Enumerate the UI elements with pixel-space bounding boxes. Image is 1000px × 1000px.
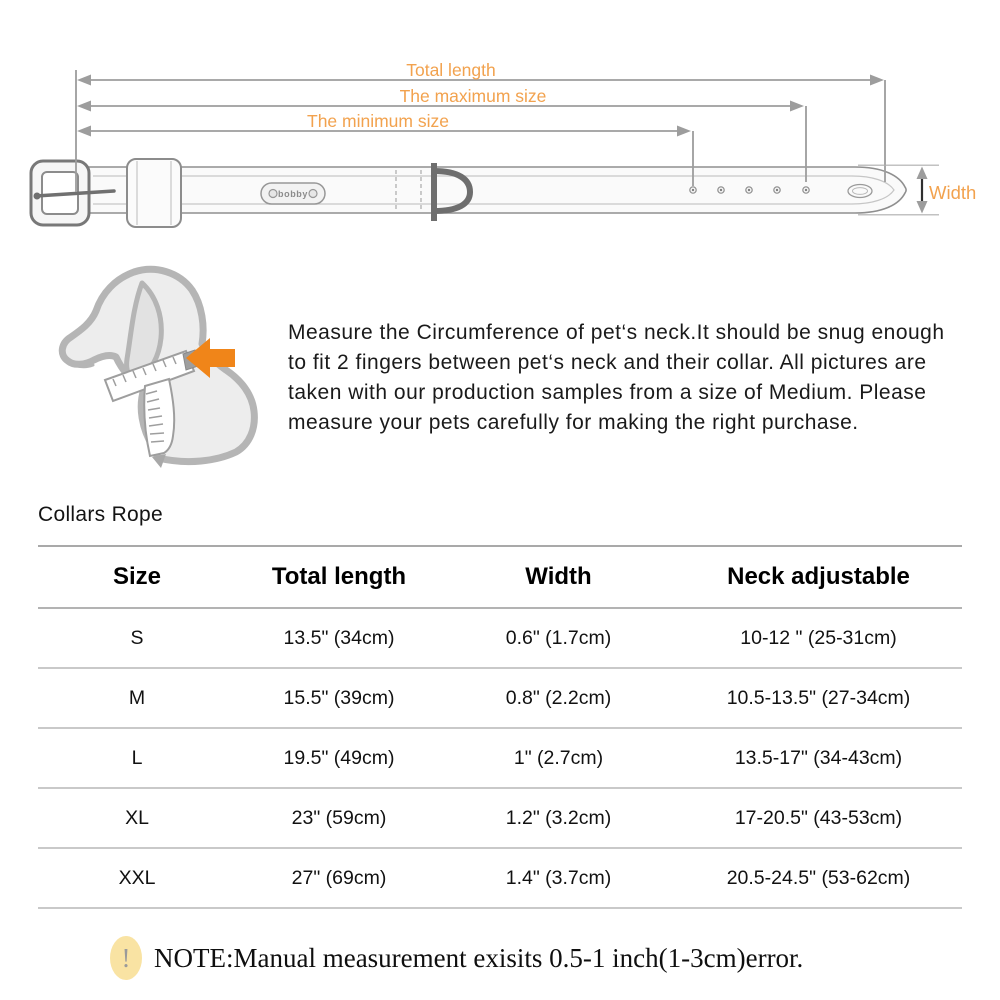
note-text: NOTE:Manual measurement exisits 0.5-1 inch(1-3cm)error. bbox=[154, 942, 804, 973]
cell-total-length: 19.5" (49cm) bbox=[283, 746, 395, 769]
cell-size: S bbox=[130, 626, 144, 649]
total-length-label: Total length bbox=[406, 60, 496, 80]
cell-size: M bbox=[128, 686, 146, 709]
collar-keeper-loop bbox=[127, 159, 181, 227]
table-row-m bbox=[38, 668, 962, 728]
cell-neck: 10-12 " (25-31cm) bbox=[740, 626, 897, 649]
note-row bbox=[110, 936, 803, 980]
cell-width: 1.4" (3.7cm) bbox=[505, 866, 612, 889]
cell-width: 1.2" (3.2cm) bbox=[505, 806, 612, 829]
size-table bbox=[38, 545, 962, 909]
maximum-size-label: The maximum size bbox=[399, 86, 547, 106]
table-row-s bbox=[38, 608, 962, 668]
exclamation-icon: ! bbox=[110, 936, 142, 980]
table-row-xxl bbox=[38, 848, 962, 908]
col-header-width: Width bbox=[525, 563, 592, 590]
cell-size: L bbox=[131, 746, 143, 769]
cell-width: 1" (2.7cm) bbox=[513, 746, 604, 769]
dog-measure-illustration bbox=[45, 258, 280, 470]
cell-total-length: 15.5" (39cm) bbox=[283, 686, 395, 709]
table-row-l bbox=[38, 728, 962, 788]
minimum-size-label: The minimum size bbox=[307, 111, 449, 131]
cell-total-length: 23" (59cm) bbox=[291, 806, 387, 829]
col-header-size: Size bbox=[112, 563, 162, 590]
col-header-neck-adjustable: Neck adjustable bbox=[727, 563, 910, 590]
cell-neck: 13.5-17" (34-43cm) bbox=[734, 746, 903, 769]
cell-total-length: 13.5" (34cm) bbox=[283, 626, 395, 649]
brand-plate-text: bobby bbox=[278, 189, 308, 199]
collar-strap bbox=[86, 167, 906, 213]
collar-measurement-diagram bbox=[0, 0, 1000, 250]
collar-brand-plate bbox=[261, 183, 325, 204]
cell-width: 0.6" (1.7cm) bbox=[505, 626, 612, 649]
cell-width: 0.8" (2.2cm) bbox=[505, 686, 612, 709]
col-header-total-length: Total length bbox=[271, 563, 407, 590]
table-row-xl bbox=[38, 788, 962, 848]
cell-size: XL bbox=[125, 806, 149, 829]
cell-total-length: 27" (69cm) bbox=[291, 866, 387, 889]
table-header-row bbox=[38, 546, 962, 608]
cell-size: XXL bbox=[118, 866, 156, 889]
cell-neck: 10.5-13.5" (27-34cm) bbox=[726, 686, 911, 709]
width-label: Width bbox=[929, 182, 977, 203]
cell-neck: 20.5-24.5" (53-62cm) bbox=[726, 866, 911, 889]
measuring-instructions: Measure the Circumference of pet‘s neck.It should be snug enough to fit 2 fingers between pet‘s neck and their collar. All pictures are taken with our production samples from a size of Medium. Please measure your pets carefully for making the right purchase. bbox=[288, 321, 945, 434]
size-chart-heading: Collars Rope bbox=[38, 503, 163, 526]
cell-neck: 17-20.5" (43-53cm) bbox=[734, 806, 903, 829]
